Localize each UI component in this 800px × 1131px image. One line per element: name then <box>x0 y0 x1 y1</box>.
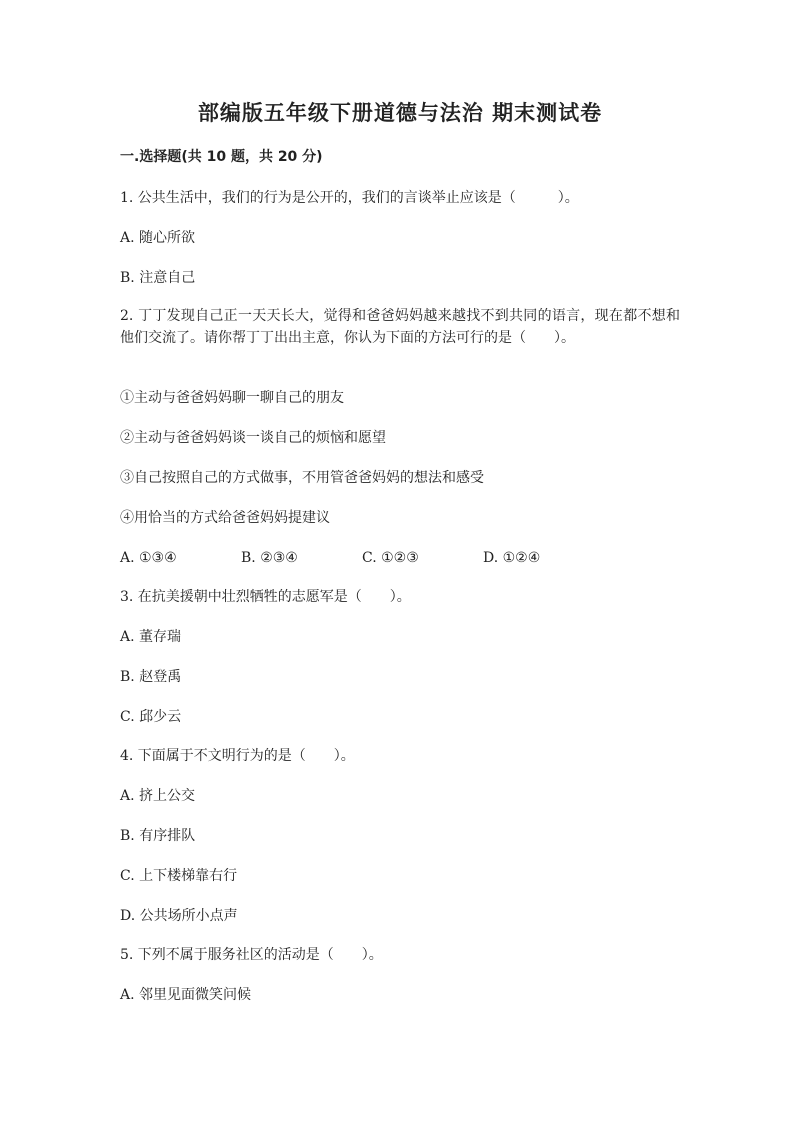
question-4-stem: 4. 下面属于不文明行为的是（ ）。 <box>120 748 355 764</box>
question-5-option-a: A. 邻里见面微笑问候 <box>120 987 252 1003</box>
question-2-option-d: D. ①②④ <box>483 550 541 566</box>
question-4-option-c: C. 上下楼梯靠右行 <box>120 868 238 884</box>
question-2-option-b: B. ②③④ <box>241 550 298 566</box>
question-2-item-2: ②主动与爸爸妈妈谈一谈自己的烦恼和愿望 <box>120 430 386 446</box>
question-4-option-a: A. 挤上公交 <box>120 788 196 804</box>
question-3-option-b: B. 赵登禹 <box>120 669 182 685</box>
question-2-item-3: ③自己按照自己的方式做事，不用管爸爸妈妈的想法和感受 <box>120 470 484 486</box>
question-2-stem: 2. 丁丁发现自己正一天天长大，觉得和爸爸妈妈越来越找不到共同的语言，现在都不想和他们交流了。请你帮丁丁出出主意，你认为下面的方法可行的是（ ）。 <box>120 308 680 346</box>
question-2-item-1: ①主动与爸爸妈妈聊一聊自己的朋友 <box>120 390 344 406</box>
question-4-option-b: B. 有序排队 <box>120 828 196 844</box>
question-3-option-c: C. 邱少云 <box>120 709 182 725</box>
question-1-stem: 1. 公共生活中，我们的行为是公开的，我们的言谈举止应该是（ ）。 <box>120 190 579 206</box>
question-2-item-4: ④用恰当的方式给爸爸妈妈提建议 <box>120 510 330 526</box>
question-1-option-a: A. 随心所欲 <box>120 230 196 246</box>
section-heading: 一.选择题(共 10 题，共 20 分) <box>120 149 323 165</box>
question-4-option-d: D. 公共场所小点声 <box>120 908 238 924</box>
question-1-option-b: B. 注意自己 <box>120 270 196 286</box>
question-3-stem: 3. 在抗美援朝中壮烈牺牲的志愿军是（ ）。 <box>120 589 411 605</box>
question-2-option-c: C. ①②③ <box>362 550 419 566</box>
page-title: 部编版五年级下册道德与法治 期末测试卷 <box>197 101 603 125</box>
question-2-option-a: A. ①③④ <box>120 550 177 566</box>
question-5-stem: 5. 下列不属于服务社区的活动是（ ）。 <box>120 947 383 963</box>
question-3-option-a: A. 董存瑞 <box>120 629 182 645</box>
